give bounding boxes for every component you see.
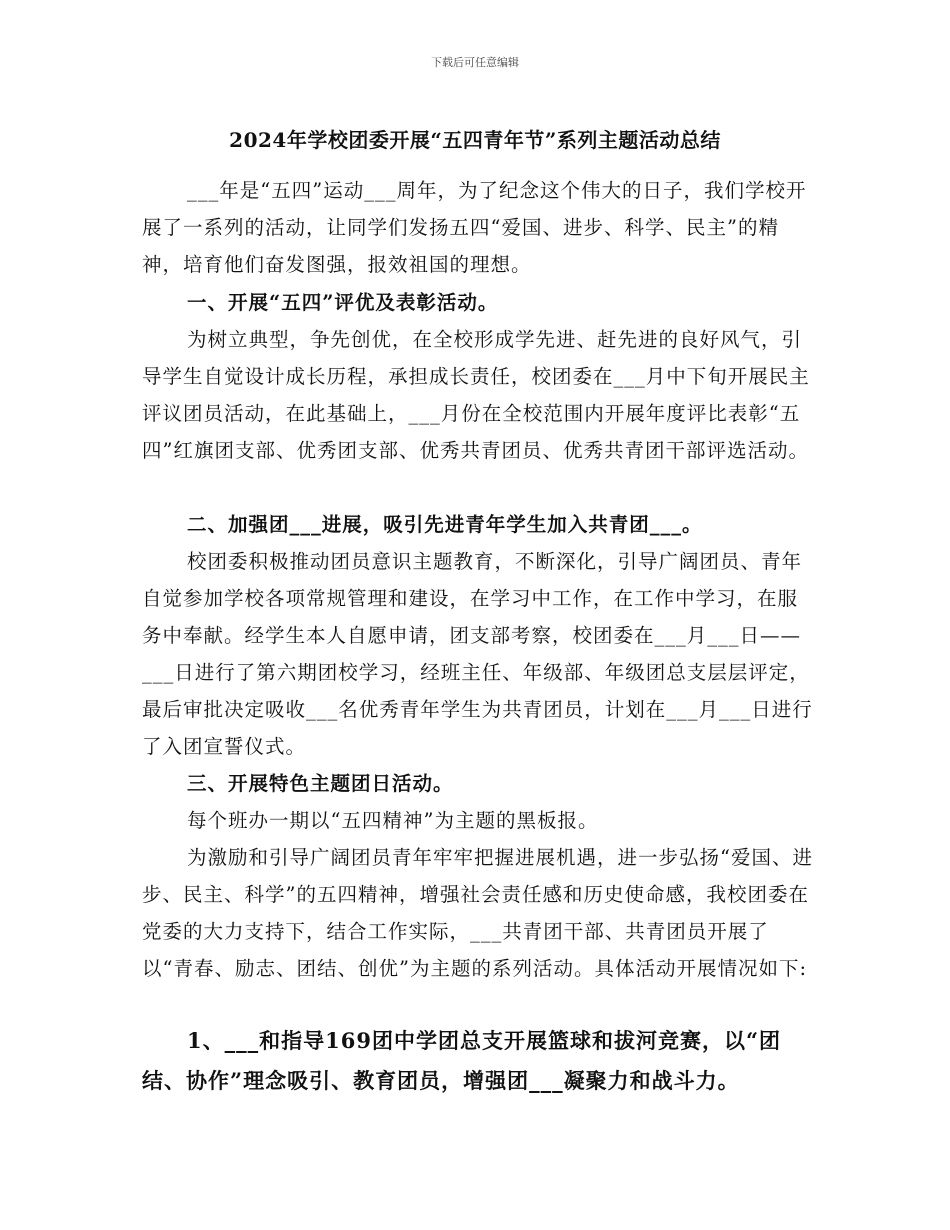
section-heading-3: 三、开展特色主题团日活动。 (187, 772, 454, 795)
section-3-paragraph-2: 为激励和引导广阔团员青年牢牢把握进展机遇，进一步弘扬“爱国、进步、民主、科学”的五四精神，增强社会责任感和历史使命感，我校团委在党委的大力支持下，结合工作实际，___共青团干部、共青团员开展了以“青春、励志、团结、创优”为主题的系列活动。具体活动开展情况如下: (142, 846, 813, 980)
intro-paragraph: ___年是“五四”运动___周年，为了纪念这个伟大的日子，我们学校开展了一系列的活动，让同学们发扬五四“爱国、进步、科学、民主”的精神，培育他们奋发图强，报效祖国的理想。 (142, 179, 807, 276)
activity-item-1: 1、___和指导169团中学团总支开展篮球和拔河竞赛，以“团结、协作”理念吸引、教育团员，增强团___凝聚力和战斗力。 (142, 1028, 782, 1093)
section-1-paragraph: 为树立典型，争先创优，在全校形成学先进、赶先进的良好风气，引导学生自觉设计成长历程，承担成长责任，校团委在___月中下旬开展民主评议团员活动，在此基础上，___月份在全校范围内开展年度评比表彰“五四”红旗团支部、优秀团支部、优秀共青团员、优秀共青团干部评选活动。 (142, 328, 810, 462)
section-2-paragraph: 校团委积极推动团员意识主题教育，不断深化，引导广阔团员、青年自觉参加学校各项常规管理和建设，在学习中工作，在工作中学习，在服务中奉献。经学生本人自愿申请，团支部考察，校团委在___月___日——___日进行了第六期团校学习，经班主任、年级部、年级团总支层层评定，最后审批决定吸收___名优秀青年学生为共青团员，计划在___月___日进行了入团宣誓仪式。 (142, 550, 813, 758)
page-header-note: 下载后可任意编辑 (431, 56, 519, 69)
document-title: 2024年学校团委开展“五四青年节”系列主题活动总结 (229, 128, 721, 152)
section-heading-2: 二、加强团___进展，吸引先进青年学生加入共青团___。 (187, 513, 703, 536)
section-3-paragraph-1: 每个班办一期以“五四精神”为主题的黑板报。 (187, 809, 599, 832)
section-heading-1: 一、开展“五四”评优及表彰活动。 (187, 291, 499, 314)
